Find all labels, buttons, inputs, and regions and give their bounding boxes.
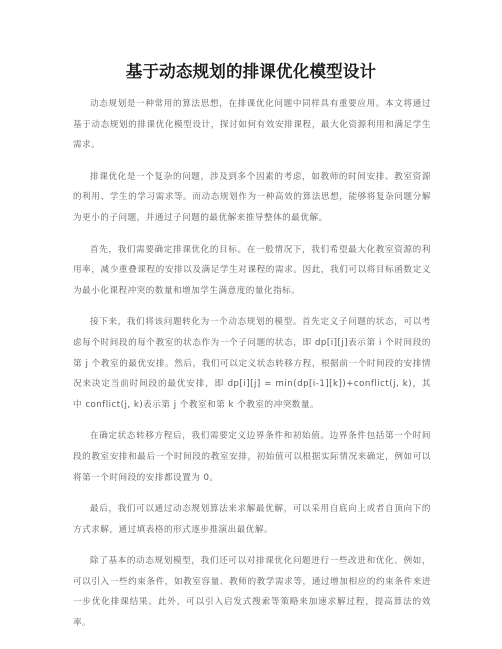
- paragraph-solve: 最后，我们可以通过动态规划算法来求解最优解，可以采用自底向上或者自顶向下的方式求解，通过填表格的形式逐步推演出最优解。: [73, 504, 431, 535]
- paragraph-boundary: 在确定状态转移方程后，我们需要定义边界条件和初始值。边界条件包括第一个时间段的教室安排和最后一个时间段的教室安排，初始值可以根据实际情况来确定，例如可以将第一个时间段的安排都设置为 0。: [73, 431, 431, 483]
- paragraph-intro: 动态规划是一种常用的算法思想，在排课优化问题中同样具有重要应用。本文将通过基于动态规划的排课优化模型设计，探讨如何有效安排课程，最大化资源利用和满足学生需求。: [73, 99, 431, 151]
- paragraph-model: 接下来，我们将该问题转化为一个动态规划的模型。首先定义子问题的状态，可以考虑每个时间段的每个教室的状态作为一个子问题的状态，即 dp[i][j]表示第 i 个时间段的第 j 个教室的最优安排。然后，我们可以定义状态转移方程，根据前一个时间段的安排情况来决定当前时间段的最优安排，即 dp[i][j] = min(dp[i-1][k])+conflict(j, k)，其中 conflict(j, k)表示第 j 个教室和第 k 个教室的冲突数量。: [73, 317, 431, 410]
- document-body: [73, 94, 431, 645]
- paragraph-objective: 首先，我们需要确定排课优化的目标。在一般情况下，我们希望最大化教室资源的利用率，减少重叠课程的安排以及满足学生对课程的需求。因此，我们可以将目标函数定义为最小化课程冲突的数量和增加学生满意度的量化指标。: [73, 244, 431, 296]
- document-title: 基于动态规划的排课优化模型设计: [125, 62, 377, 81]
- paragraph-problem: 排课优化是一个复杂的问题，涉及到多个因素的考虑，如教师的时间安排、教室资源的利用、学生的学习需求等。而动态规划作为一种高效的算法思想，能够将复杂问题分解为更小的子问题，并通过子问题的最优解来推导整体的最优解。: [73, 171, 431, 223]
- paragraph-improve: 除了基本的动态规划模型，我们还可以对排课优化问题进行一些改进和优化。例如，可以引入一些约束条件，如教室容量、教师的教学需求等，通过增加相应的约束条件来进一步优化排课结果。此外，可以引入启发式搜索等策略来加速求解过程，提高算法的效率。: [73, 556, 431, 629]
